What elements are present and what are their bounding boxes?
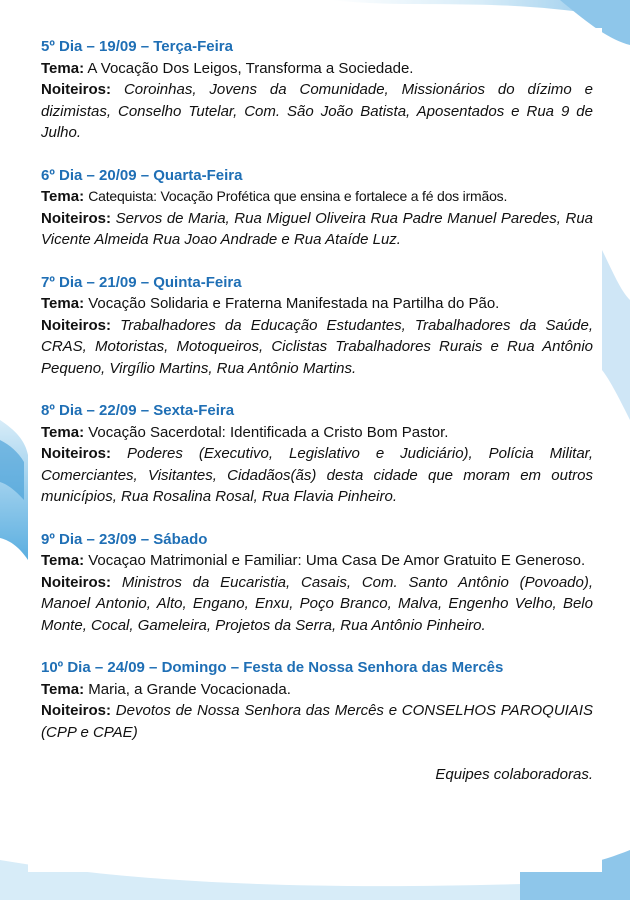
day-6-section xyxy=(41,165,593,251)
noiteiros-text: Ministros da Eucaristia, Casais, Com. Santo Antônio (Povoado), Manoel Antonio, Alto, Engano, Enxu, Poço Branco, Malva, Engenho Velho, Belo Monte, Cocal, Gameleira, Projetos da Serra, Rua Antônio Pinheiro. xyxy=(41,573,594,634)
tema-row xyxy=(41,186,593,208)
noiteiros-text: Trabalhadores da Educação Estudantes, Trabalhadores da Saúde, CRAS, Motoristas, Motoqueiros, Ciclistas Trabalhadores Rurais e Rua Antônio Pequeno, Virgílio Martins, Rua Antônio Martins. xyxy=(41,316,593,377)
noiteiros-label: Noiteiros: xyxy=(41,445,112,462)
noiteiros-text: Poderes (Executivo, Legislativo e Judiciário), Polícia Militar, Comerciantes, Visitantes, Cidadãos(ãs) desta cidade que moram em outros municípios, Rua Rosalina Rosal, Rua Flavia Pinheiro. xyxy=(41,445,594,505)
tema-row xyxy=(41,550,593,572)
tema-row xyxy=(41,679,593,701)
day-5-section xyxy=(41,36,593,144)
day-title: 5º Dia – 19/09 – Terça-Feira xyxy=(41,38,233,55)
tema-row xyxy=(41,293,593,315)
noiteiros-label: Noiteiros: xyxy=(41,209,112,227)
noiteiros-label: Noiteiros: xyxy=(41,702,112,719)
noiteiros-row xyxy=(41,315,593,380)
noiteiros-text: Coroinhas, Jovens da Comunidade, Missionários do dízimo e dizimistas, Conselho Tutelar, Com. São João Batista, Aposentados e Rua 9 de Julho. xyxy=(41,81,593,141)
noiteiros-label: Noiteiros: xyxy=(41,81,112,98)
day-8-section xyxy=(41,400,593,508)
noiteiros-text: Devotos de Nossa Senhora das Mercês e CONSELHOS PAROQUIAIS (CPP e CPAE) xyxy=(41,702,594,741)
day-title: 7º Dia – 21/09 – Quinta-Feira xyxy=(41,273,242,291)
tema-text: Maria, a Grande Vocacionada. xyxy=(88,680,291,698)
tema-text: Catequista: Vocação Profética que ensina e fortalece a fé dos irmãos. xyxy=(88,188,508,204)
footer-credits: Equipes colaboradoras. xyxy=(435,766,593,783)
tema-row xyxy=(41,422,593,444)
noiteiros-row xyxy=(41,79,593,144)
tema-label: Tema: xyxy=(41,423,85,441)
noiteiros-row xyxy=(41,572,593,637)
tema-label: Tema: xyxy=(41,680,85,698)
day-9-section xyxy=(41,529,593,637)
tema-label: Tema: xyxy=(41,295,85,312)
noiteiros-row xyxy=(41,700,593,743)
noiteiros-label: Noiteiros: xyxy=(41,316,112,334)
tema-label: Tema: xyxy=(41,59,85,77)
tema-text: Vocaçao Matrimonial e Familiar: Uma Casa De Amor Gratuito E Generoso. xyxy=(88,552,586,569)
tema-row xyxy=(41,58,593,80)
tema-label: Tema: xyxy=(41,188,85,205)
right-wave xyxy=(602,250,630,420)
tema-label: Tema: xyxy=(41,552,85,569)
day-title: 8º Dia – 22/09 – Sexta-Feira xyxy=(41,402,235,419)
day-10-section xyxy=(41,657,593,743)
day-title: 6º Dia – 20/09 – Quarta-Feira xyxy=(41,166,243,184)
day-7-section xyxy=(41,272,593,380)
noiteiros-text: Servos de Maria, Rua Miguel Oliveira Rua Padre Manuel Paredes, Rua Vicente Almeida Rua Joao Andrade e Rua Ataíde Luz. xyxy=(41,209,594,248)
noiteiros-label: Noiteiros: xyxy=(41,573,112,591)
day-title: 10º Dia – 24/09 – Domingo – Festa de Nossa Senhora das Mercês xyxy=(41,659,504,676)
tema-text: Vocação Solidaria e Fraterna Manifestada na Partilha do Pão. xyxy=(88,295,500,312)
tema-text: Vocação Sacerdotal: Identificada a Cristo Bom Pastor. xyxy=(88,423,449,441)
tema-text: A Vocação Dos Leigos, Transforma a Sociedade. xyxy=(87,59,414,77)
schedule-content xyxy=(41,36,593,786)
day-title: 9º Dia – 23/09 – Sábado xyxy=(41,530,208,548)
noiteiros-row xyxy=(41,208,593,251)
noiteiros-row xyxy=(41,443,593,508)
